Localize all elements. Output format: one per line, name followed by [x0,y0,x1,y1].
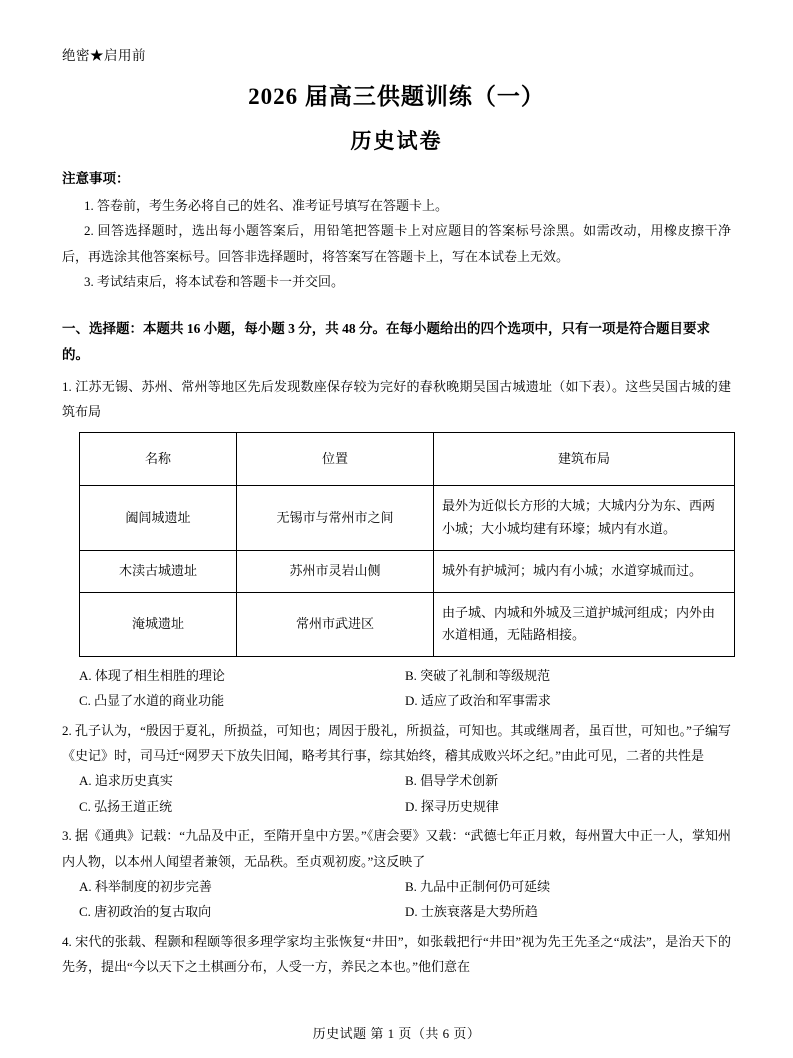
notice-item-3: 3. 考试结束后，将本试卷和答题卡一并交回。 [84,274,345,290]
option-b[interactable]: B. 九品中正制何仍可延续 [405,878,551,894]
table-cell-name: 木渎古城遗址 [80,550,237,592]
question-1 [62,374,731,425]
question-1-options [62,663,731,714]
question-3-options [62,874,731,925]
notice-item-1: 1. 答卷前，考生务必将自己的姓名、准考证号填写在答题卡上。 [84,198,449,213]
question-3 [62,823,731,874]
option-a[interactable]: A. 追求历史真实 [79,773,173,789]
option-c[interactable]: C. 唐初政治的复古取向 [79,904,212,920]
table-header-name: 名称 [80,433,237,486]
option-c[interactable]: C. 弘扬王道正统 [79,798,173,814]
table-row [80,550,735,592]
option-a[interactable]: A. 科举制度的初步完善 [79,878,212,894]
page-subtitle: 历史试卷 [350,129,443,153]
question-2-stem: 孔子认为，“殷因于夏礼，所损益，可知也；周因于殷礼，所损益，可知也。其或继周者，虽百世，可知也。”子编写《史记》时，司马迁“网罗天下放失旧闻，略考其行事，综其始终，稽其成败兴坏之纪。”由此可见，二者的共性是 [62,722,732,764]
table-header-layout: 建筑布局 [434,433,735,486]
question-3-number: 3. [62,828,72,844]
question-4-number: 4. [62,933,72,949]
table-cell-layout: 由子城、内城和外城及三道护城河组成；内外由水道相通，无陆路相接。 [434,592,735,657]
option-d[interactable]: D. 适应了政治和军事需求 [405,693,551,709]
question-2-options [62,768,731,819]
section-desc: 本题共 16 小题，每小题 3 分，共 48 分。在每小题给出的四个选项中，只有一项是符合题目要求的。 [62,321,710,363]
question-4 [62,929,731,980]
secret-label: 绝密★启用前 [62,48,146,63]
question-4-stem: 宋代的张载、程颢和程颐等很多理学家均主张恢复“井田”，如张载把行“井田”视为先王先圣之“成法”，是治天下的先务，提出“今以天下之土棋画分布，人受一方，养民之本也。”他们意在 [62,933,732,974]
table-cell-location: 常州市武进区 [237,592,434,657]
question-2-number: 2. [62,722,72,738]
option-a[interactable]: A. 体现了相生相胜的理论 [79,668,225,684]
section-label: 一、选择题： [62,321,143,337]
question-1-stem: 江苏无锡、苏州、常州等地区先后发现数座保存较为完好的春秋晚期吴国古城遗址（如下表）。这些吴国古城的建筑布局 [62,378,731,419]
option-c[interactable]: C. 凸显了水道的商业功能 [79,693,225,709]
table-cell-location: 无锡市与常州市之间 [237,486,434,551]
table-row [80,592,735,657]
table-cell-layout: 最外为近似长方形的大城；大城内分为东、西两小城；大小城均建有环壕；城内有水道。 [434,486,735,551]
notice-item-2: 2. 回答选择题时，选出每小题答案后，用铅笔把答题卡上对应题目的答案标号涂黑。如需改动，用橡皮擦干净后，再选涂其他答案标号。回答非选择题时，将答案写在答题卡上，写在本试卷上无效。 [62,223,731,264]
question-3-stem: 据《通典》记载：“九品及中正，至隋开皇中方罢。”《唐会要》又载：“武德七年正月敕，每州置大中正一人，掌知州内人物，以本州人闻望者兼领，无品秩。至贞观初废。”这反映了 [62,828,732,869]
option-d[interactable]: D. 士族衰落是大势所趋 [405,904,538,920]
table-row [80,486,735,551]
page-title: 2026 届高三供题训练（一） [248,84,545,109]
notice-heading: 注意事项： [62,171,130,186]
table-header-location: 位置 [237,433,434,486]
option-b[interactable]: B. 倡导学术创新 [405,773,499,789]
table-header-row [80,433,735,486]
question-1-number: 1. [62,378,72,394]
option-b[interactable]: B. 突破了礼制和等级规范 [405,668,551,684]
question-2 [62,718,731,769]
table-cell-name: 阖闾城遗址 [80,486,237,551]
question-1-table [79,432,735,657]
option-d[interactable]: D. 探寻历史规律 [405,798,499,814]
table-cell-name: 淹城遗址 [80,592,237,657]
table-cell-location: 苏州市灵岩山侧 [237,550,434,592]
page-footer: 历史试题 第 1 页（共 6 页） [312,1026,481,1041]
section-heading [62,316,731,367]
table-cell-layout: 城外有护城河；城内有小城；水道穿城而过。 [434,550,735,592]
